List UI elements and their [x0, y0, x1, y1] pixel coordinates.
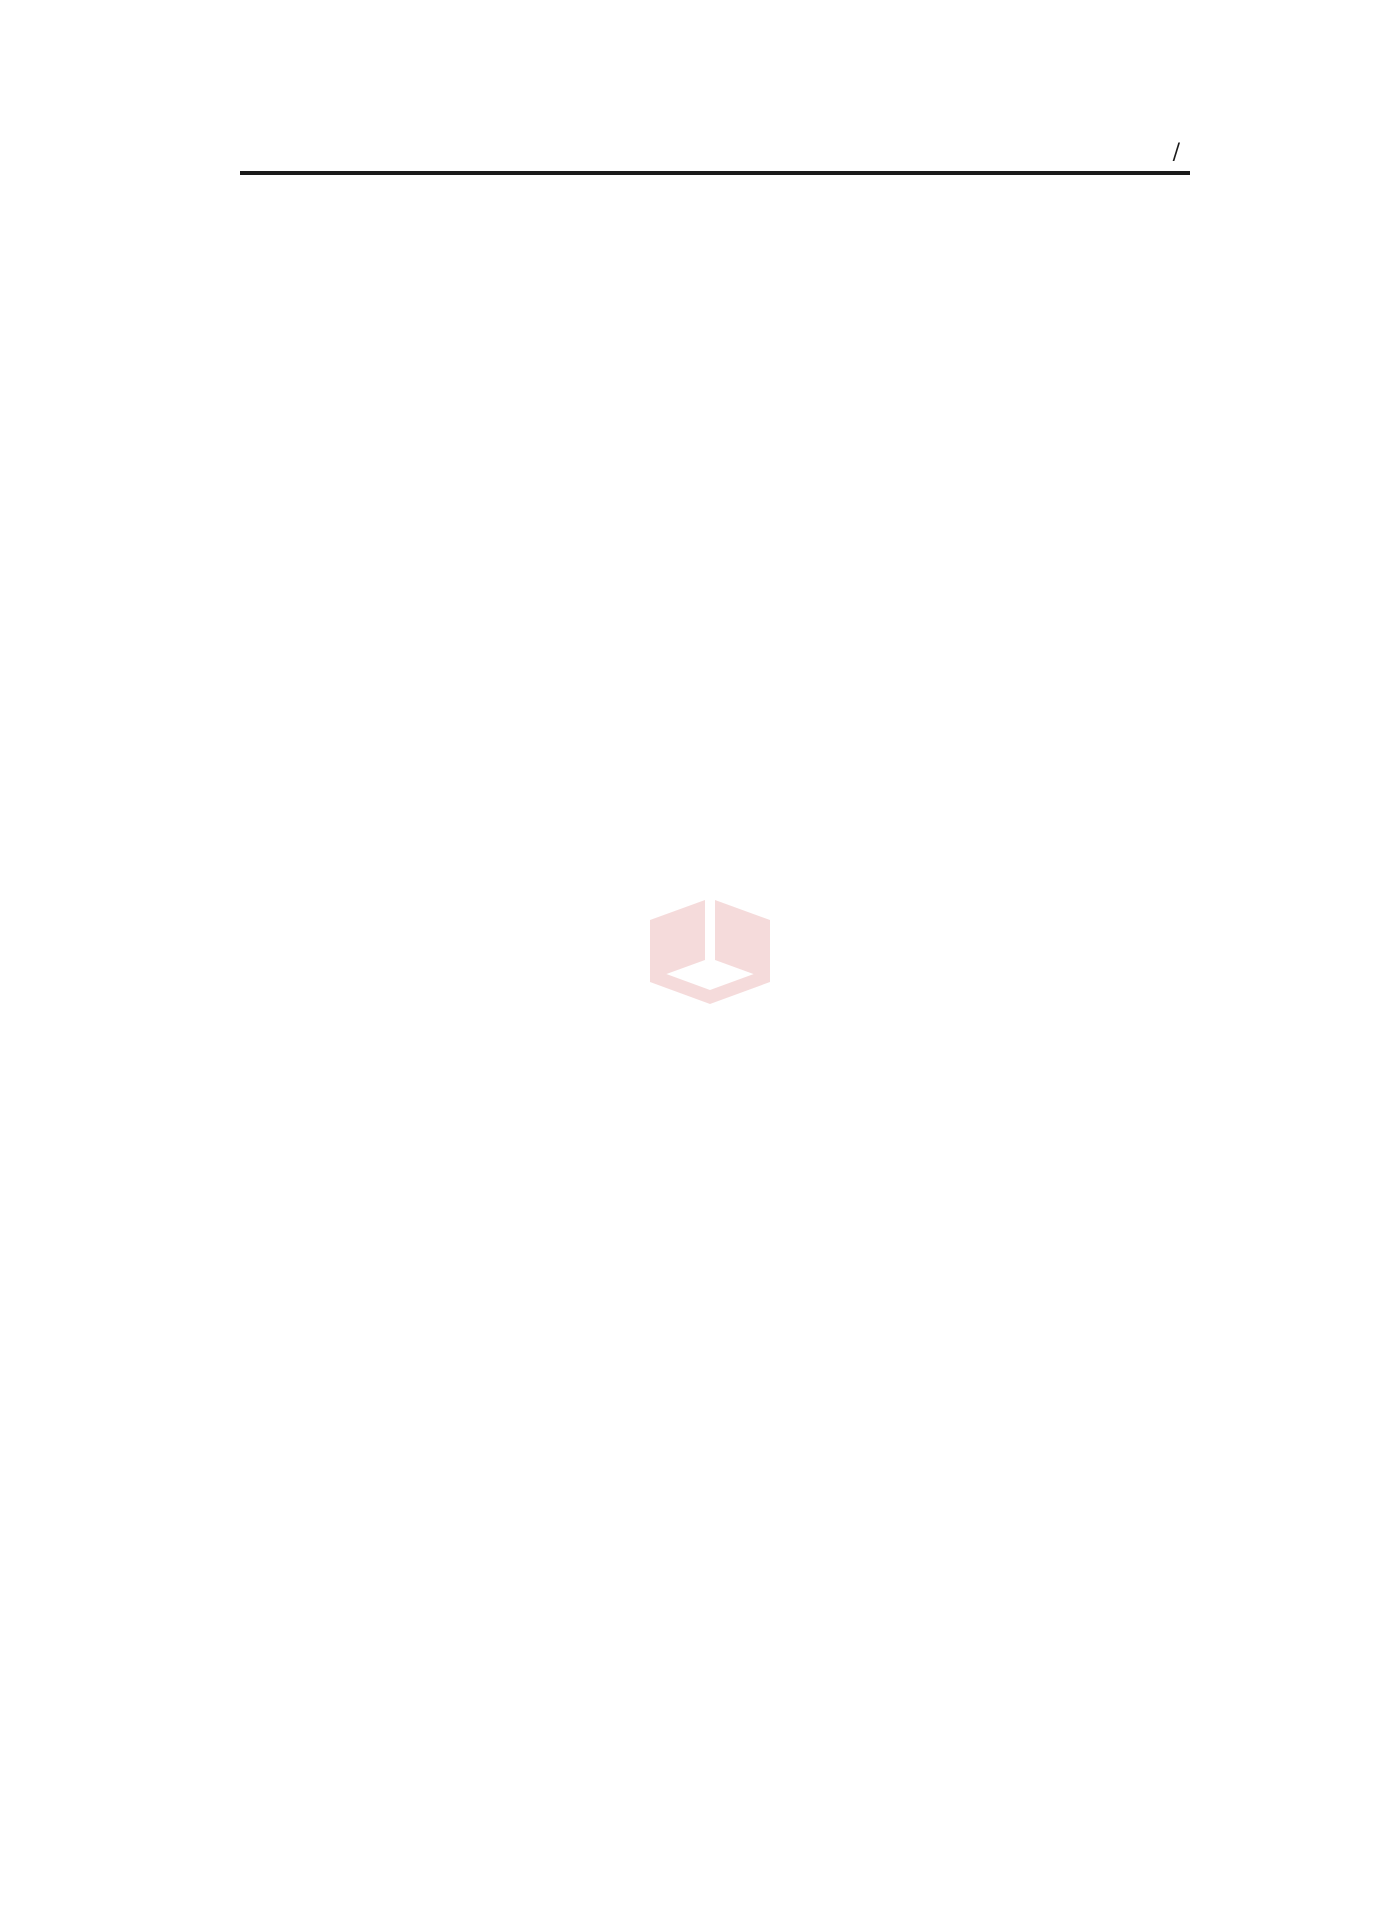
paragraph-5	[240, 1284, 1190, 1544]
paragraph-7	[240, 1620, 1190, 1672]
paragraph-3	[240, 584, 1190, 948]
paragraph-2	[240, 364, 1190, 572]
paragraph-1	[240, 196, 1190, 352]
running-head	[240, 128, 1190, 168]
running-head-separator: /	[1172, 140, 1180, 165]
body-text	[240, 196, 1190, 1684]
header-rule	[240, 171, 1190, 175]
paragraph-6	[240, 1556, 1190, 1608]
paragraph-4	[240, 960, 1190, 1272]
